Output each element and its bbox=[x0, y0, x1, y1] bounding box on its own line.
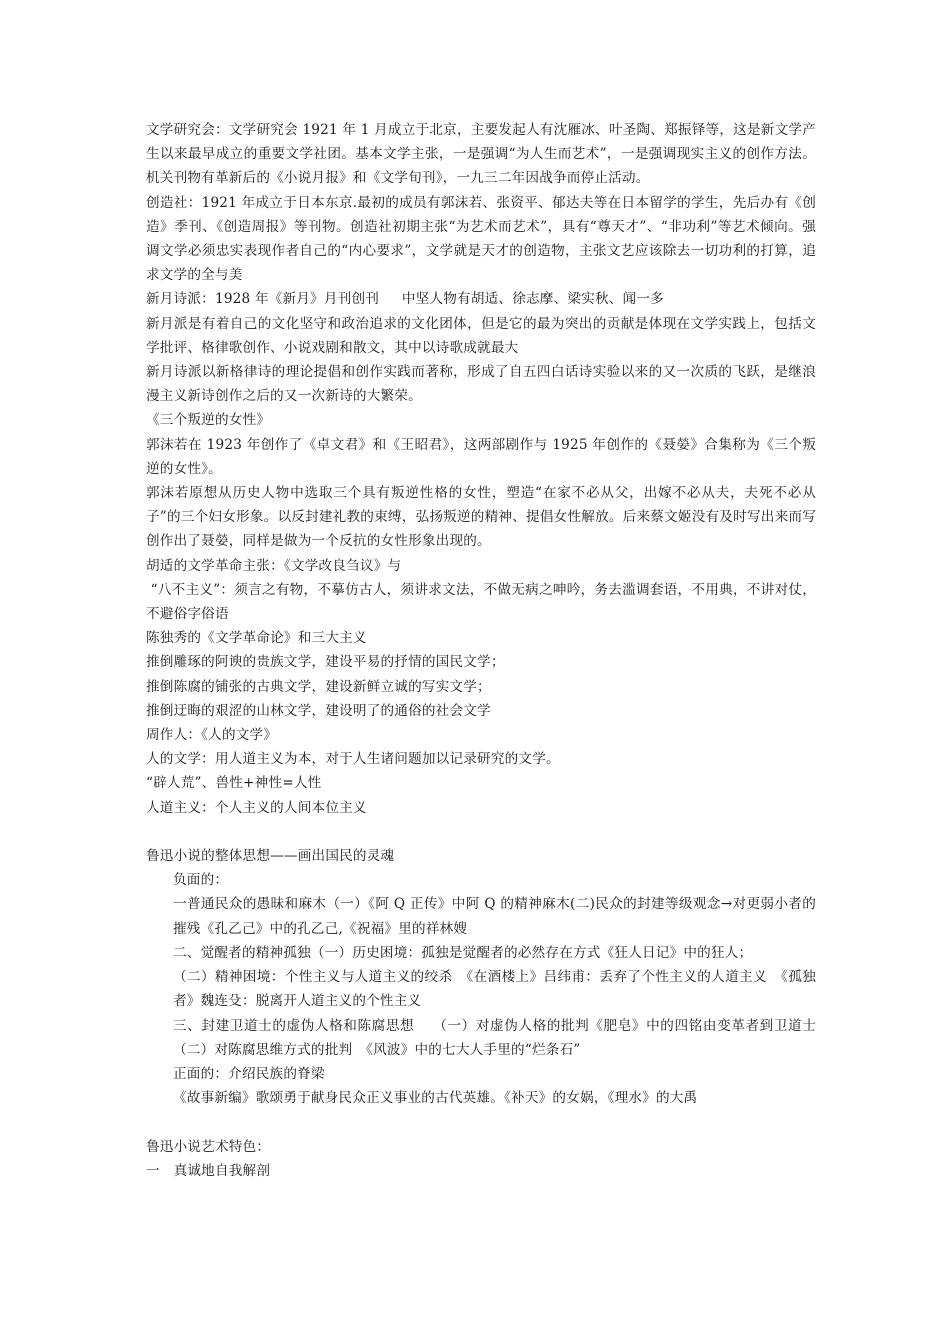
paragraph: 一 真诚地自我解剖 bbox=[146, 1162, 271, 1179]
paragraph: 陈独秀的《文学革命论》和三大主义 bbox=[146, 630, 367, 647]
paragraph: 新月诗派以新格律诗的理论提倡和创作实践而著称，形成了自五四白话诗实验以来的又一次质的飞跃，是继浪漫主义新诗创作之后的又一次新诗的大繁荣。 bbox=[146, 364, 816, 405]
paragraph: 新月派是有着自己的文化坚守和政治追求的文化团体，但是它的最为突出的贡献是体现在文学实践上，包括文学批评、格律歌创作、小说戏剧和散文，其中以诗歌成就最大 bbox=[146, 315, 816, 356]
paragraph: 正面的：介绍民族的脊梁 bbox=[173, 1065, 325, 1082]
paragraph: 周作人：《人的文学》 bbox=[146, 727, 278, 744]
paragraph: 郭沫若在 1923 年创作了《卓文君》和《王昭君》，这两部剧作与 1925 年创作的《聂嫈》合集称为《三个叛逆的女性》。 bbox=[146, 436, 816, 477]
paragraph: 胡适的文学革命主张：《文学改良刍议》与 bbox=[146, 557, 402, 574]
paragraph: （二）精神困境：个性主义与人道主义的绞杀 《在酒楼上》吕纬甫：丢弃了个性主义的人道主义 《孤独者》魏连殳：脱离开人道主义的个性主义 bbox=[173, 969, 816, 1010]
paragraph: 一普通民众的愚昧和麻木（一）《阿 Q 正传》中阿 Q 的精神麻木(二)民众的封建等级观念→对更弱小者的摧残《孔乙己》中的孔乙己,《祝福》里的祥林嫂 bbox=[173, 896, 816, 937]
blank-line bbox=[146, 820, 816, 844]
document-body bbox=[146, 118, 830, 1183]
paragraph: 新月诗派：1928 年《新月》月刊创刊 中坚人物有胡适、徐志摩、梁实秋、闻一多 bbox=[146, 291, 664, 308]
paragraph: 鲁迅小说的整体思想——画出国民的灵魂 bbox=[146, 848, 395, 865]
paragraph: 推倒迂晦的艰涩的山林文学，建设明了的通俗的社会文学 bbox=[146, 702, 491, 719]
paragraph: 《三个叛逆的女性》 bbox=[146, 412, 271, 429]
paragraph: 鲁迅小说艺术特色： bbox=[146, 1138, 271, 1155]
paragraph: 推倒陈腐的铺张的古典文学，建设新鲜立诚的写实文学； bbox=[146, 678, 491, 695]
paragraph: 郭沫若原想从历史人物中选取三个具有叛逆性格的女性，塑造“在家不必从父，出嫁不必从夫，夫死不必从子”的三个妇女形象。以反封建礼教的束缚，弘扬叛逆的精神、提倡女性解放。后来蔡文姬没有及时写出来而写创作出了聂嫈，同样是做为一个反抗的女性形象出现的。 bbox=[146, 485, 816, 550]
paragraph: 《故事新编》歌颂勇于献身民众正义事业的古代英雄。《补天》的女娲，《理水》的大禹 bbox=[173, 1090, 698, 1107]
paragraph: 二、觉醒者的精神孤独（一）历史困境：孤独是觉醒者的必然存在方式《狂人日记》中的狂人； bbox=[173, 944, 753, 961]
paragraph: 文学研究会：文学研究会 1921 年 1 月成立于北京，主要发起人有沈雁冰、叶圣陶、郑振铎等，这是新文学产生以来最早成立的重要文学社团。基本文学主张，一是强调“为人生而艺术”，一是强调现实主义的创作方法。机关刊物有革新后的《小说月报》和《文学旬刊》，一九三二年因战争而停止活动。 bbox=[146, 122, 816, 187]
paragraph: “八不主义”：须言之有物，不摹仿古人，须讲求文法，不做无病之呻吟，务去滥调套语，不用典，不讲对仗，不避俗字俗语 bbox=[146, 581, 816, 623]
paragraph: “辟人荒”、兽性+神性=人性 bbox=[146, 775, 322, 792]
paragraph: 推倒雕琢的阿谀的贵族文学，建设平易的抒情的国民文学； bbox=[146, 654, 505, 671]
paragraph: 三、封建卫道士的虚伪人格和陈腐思想 （一）对虚伪人格的批判《肥皂》中的四铭由变革者到卫道士 （二）对陈腐思维方式的批判 《风波》中的七大人手里的“烂条石” bbox=[173, 1017, 830, 1058]
paragraph: 负面的： bbox=[173, 872, 229, 889]
paragraph: 创造社：1921 年成立于日本东京.最初的成员有郭沫若、张资平、郁达夫等在日本留学的学生，先后办有《创造》季刊、《创造周报》等刊物。创造社初期主张“为艺术而艺术”，具有“尊天才”、“非功利”等艺术倾向。强调文学必须忠实表现作者自己的“内心要求”，文学就是天才的创造物，主张文艺应该除去一切功利的打算，追求文学的全与美 bbox=[146, 194, 816, 284]
blank-line bbox=[146, 1110, 816, 1134]
paragraph: 人的文学：用人道主义为本，对于人生诸问题加以记录研究的文学。 bbox=[146, 751, 560, 768]
paragraph: 人道主义：个人主义的人间本位主义 bbox=[146, 799, 367, 816]
